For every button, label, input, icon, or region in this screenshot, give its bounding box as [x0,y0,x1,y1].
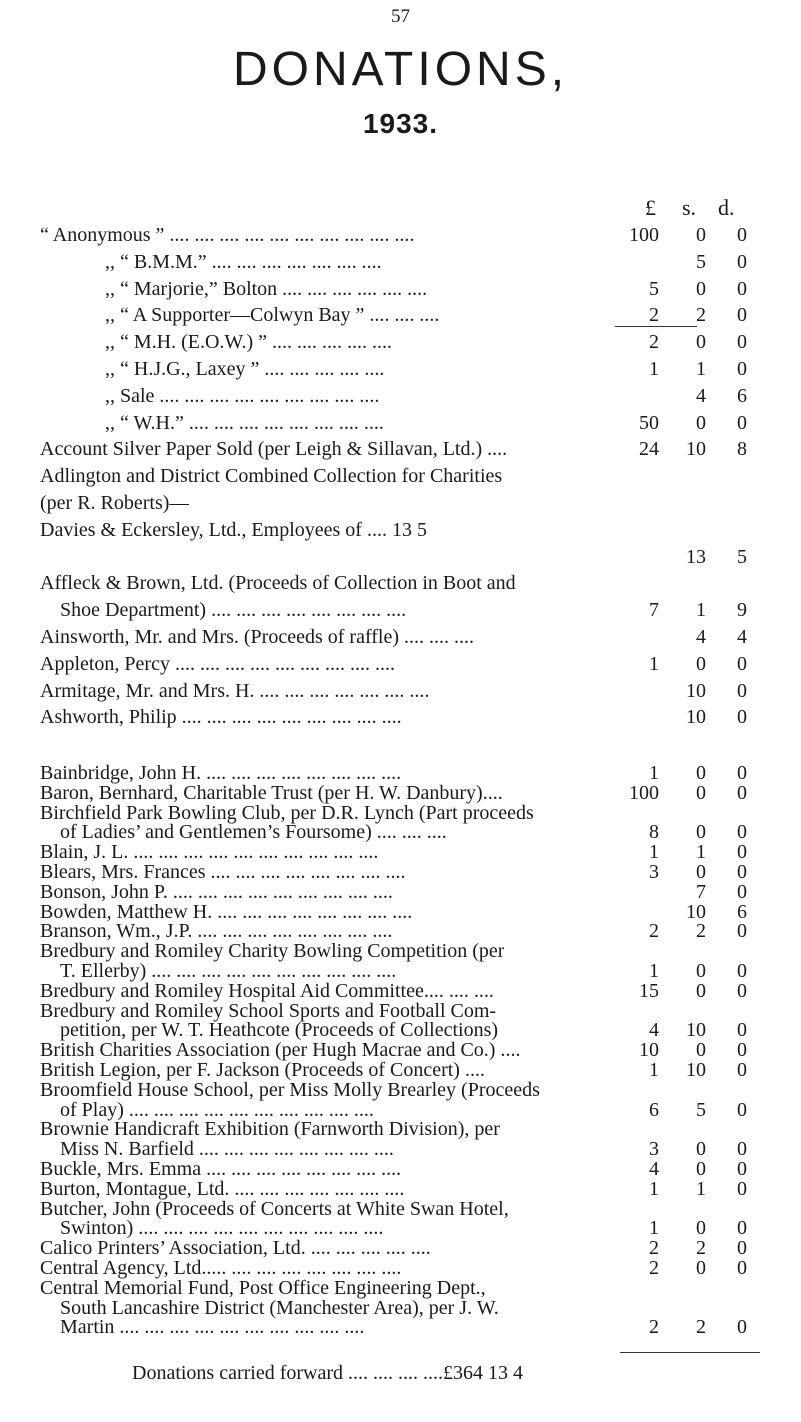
donor-label: T. Ellerby) .... .... .... .... .... .... .... .... .... .... [60,960,397,982]
donor-label: Baron, Bernhard, Charitable Trust (per H. W. Danbury).... [40,782,503,804]
shillings-value: 10 [686,438,706,460]
donor-label: Bainbridge, John H. .... .... .... .... .... .... .... .... [40,762,402,784]
page-title: DONATIONS, [232,43,569,96]
donor-label: Blain, J. L. .... .... .... .... .... .... .... .... .... .... [40,841,379,863]
donor-label: Adlington and District Combined Collection for Charities [40,465,503,487]
donation-row [0,624,801,651]
donor-label: Martin .... .... .... .... .... .... .... .... .... .... [60,1316,365,1338]
donor-label: ,, “ A Supporter—Colwyn Bay ” .... .... .... [105,304,440,326]
pounds-value: 2 [649,1316,659,1338]
donor-label: of Play) .... .... .... .... .... .... .... .... .... .... [60,1099,374,1121]
pounds-value: 1 [649,960,659,982]
pence-value: 0 [737,920,747,942]
donor-label: Calico Printers’ Association, Ltd. .... .... .... .... .... [40,1237,431,1259]
pounds-value: 24 [639,438,659,460]
donation-row [0,517,801,544]
donor-label: Miss N. Barfield .... .... .... .... .... .... .... .... [60,1138,394,1160]
pence-value: 0 [737,224,747,246]
shillings-value: 0 [696,782,706,804]
donation-row [0,410,801,437]
pence-value: 0 [737,960,747,982]
pounds-value: 1 [649,841,659,863]
shillings-value: 10 [686,1019,706,1041]
shillings-value: 7 [696,881,706,903]
pounds-value: 15 [639,980,659,1002]
donation-row [0,329,801,356]
donation-row [0,222,801,249]
page-year: 1933. [362,108,439,139]
donor-label: ,, Sale .... .... .... .... .... .... .... .... .... [105,385,380,407]
donor-label: Branson, Wm., J.P. .... .... .... .... .... .... .... .... [40,920,393,942]
donor-label: Ainsworth, Mr. and Mrs. (Proceeds of raffle) .... .... .... [40,626,474,648]
pence-value: 0 [737,251,747,273]
shillings-value: 5 [696,1099,706,1121]
pence-value: 0 [737,782,747,804]
donor-label: British Legion, per F. Jackson (Proceeds of Concert) .... [40,1059,485,1081]
donor-label: Brownie Handicraft Exhibition (Farnworth Division), per [40,1118,500,1140]
pence-value: 0 [737,412,747,434]
pounds-value: 1 [649,1178,659,1200]
pounds-value: 2 [649,920,659,942]
pence-value: 9 [737,599,747,621]
pence-value: 0 [737,358,747,380]
pounds-value: 1 [649,653,659,675]
donor-label: of Ladies’ and Gentlemen’s Foursome) .... .... .... [60,821,447,843]
pounds-value: 5 [649,278,659,300]
pounds-value: 1 [649,1059,659,1081]
donation-row [0,463,801,490]
shillings-value: 0 [696,331,706,353]
pence-value: 8 [737,438,747,460]
shillings-value: 2 [696,1316,706,1338]
donor-label: ,, “ W.H.” .... .... .... .... .... .... .... .... [105,412,384,434]
pence-value: 0 [737,1257,747,1279]
donor-label: ,, “ Marjorie,” Bolton .... .... .... .... .... .... [105,278,428,300]
pounds-value: 1 [649,1217,659,1239]
donor-label: Broomfield House School, per Miss Molly Brearley (Proceeds [40,1079,540,1101]
shillings-value: 0 [696,861,706,883]
pounds-value: 100 [629,224,659,246]
donor-label: Shoe Department) .... .... .... .... .... .... .... .... [60,599,407,621]
shillings-value: 0 [696,980,706,1002]
donor-label: Account Silver Paper Sold (per Leigh & Sillavan, Ltd.) .... [40,438,508,460]
donor-label: Davies & Eckersley, Ltd., Employees of .... 13 5 [40,519,427,541]
shillings-value: 0 [696,1257,706,1279]
pounds-value: 8 [649,821,659,843]
shillings-value: 1 [696,599,706,621]
donor-label: South Lancashire District (Manchester Area), per J. W. [60,1297,499,1319]
donation-row [0,490,801,517]
shillings-value: 0 [696,821,706,843]
donation-row [0,249,801,276]
subtotal-rule [615,326,697,327]
pounds-value: 100 [629,782,659,804]
pence-value: 0 [737,1316,747,1338]
donation-row [0,651,801,678]
shillings-value: 10 [686,680,706,702]
donor-label: Burton, Montague, Ltd. .... .... .... .... .... .... .... [40,1178,405,1200]
total-rule [620,1352,760,1353]
pence-value: 0 [737,841,747,863]
pounds-value: 10 [639,1039,659,1061]
shillings-value: 0 [696,1158,706,1180]
donor-label: British Charities Association (per Hugh Macrae and Co.) .... [40,1039,521,1061]
pounds-value: 3 [649,861,659,883]
donor-label: Bowden, Matthew H. .... .... .... .... .... .... .... .... [40,901,413,923]
donor-label: Swinton) .... .... .... .... .... .... .... .... .... .... [60,1217,384,1239]
page-number: 57 [391,6,410,27]
shillings-header: s. [682,195,697,220]
donor-label: Armitage, Mr. and Mrs. H. .... .... .... .... .... .... .... [40,680,430,702]
pounds-value: 3 [649,1138,659,1160]
pence-header: d. [718,195,735,220]
donor-label: Blears, Mrs. Frances .... .... .... .... .... .... .... .... [40,861,406,883]
pence-value: 0 [737,821,747,843]
donor-label: Bredbury and Romiley Hospital Aid Committee.... .... .... [40,980,494,1002]
donor-label: Affleck & Brown, Ltd. (Proceeds of Collection in Boot and [40,572,516,594]
pounds-value: 50 [639,412,659,434]
donor-label: Central Agency, Ltd..... .... .... .... .... .... .... .... [40,1257,402,1279]
shillings-value: 0 [696,762,706,784]
pounds-value: 7 [649,599,659,621]
donor-label: ,, “ B.M.M.” .... .... .... .... .... .... .... [105,251,382,273]
pence-value: 0 [737,1039,747,1061]
shillings-value: 10 [686,706,706,728]
pence-value: 0 [737,331,747,353]
shillings-value: 1 [696,358,706,380]
pence-value: 0 [737,304,747,326]
shillings-value: 0 [696,412,706,434]
donor-label: Birchfield Park Bowling Club, per D.R. Lynch (Part proceeds [40,802,534,824]
donor-label: “ Anonymous ” .... .... .... .... .... .... .... .... .... .... [40,224,415,246]
pence-value: 0 [737,1178,747,1200]
donor-label: ,, “ M.H. (E.O.W.) ” .... .... .... .... .... [105,331,393,353]
donation-row [0,302,801,329]
donor-label: Buckle, Mrs. Emma .... .... .... .... .... .... .... .... [40,1158,402,1180]
shillings-value: 4 [696,626,706,648]
shillings-value: 0 [696,1217,706,1239]
donor-label: Butcher, John (Proceeds of Concerts at White Swan Hotel, [40,1198,509,1220]
shillings-value: 0 [696,653,706,675]
donation-row [0,678,801,705]
pounds-value: 6 [649,1099,659,1121]
donor-label: Bredbury and Romiley Charity Bowling Competition (per [40,940,505,962]
pounds-value: 2 [649,304,659,326]
pounds-value: 2 [649,1237,659,1259]
pounds-value: 2 [649,1257,659,1279]
donation-row [0,436,801,463]
donation-row [0,544,801,571]
donor-label: Appleton, Percy .... .... .... .... .... .... .... .... .... [40,653,395,675]
pence-value: 0 [737,653,747,675]
donor-label: Central Memorial Fund, Post Office Engineering Dept., [40,1277,486,1299]
pence-value: 0 [737,1059,747,1081]
shillings-value: 4 [696,385,706,407]
shillings-value: 10 [686,1059,706,1081]
pounds-value: 1 [649,358,659,380]
shillings-value: 0 [696,278,706,300]
pence-value: 0 [737,1099,747,1121]
pounds-header: £ [645,195,656,220]
donor-label: (per R. Roberts)— [40,492,190,514]
donor-label: petition, per W. T. Heathcote (Proceeds of Collections) [60,1019,499,1041]
donation-row [0,276,801,303]
shillings-value: 10 [686,901,706,923]
shillings-value: 1 [696,841,706,863]
shillings-value: 13 [686,546,706,568]
pounds-value: 4 [649,1158,659,1180]
shillings-value: 0 [696,960,706,982]
pence-value: 0 [737,861,747,883]
pence-value: 0 [737,1217,747,1239]
pence-value: 5 [737,546,747,568]
pence-value: 0 [737,1237,747,1259]
donation-row [0,1314,801,1341]
pence-value: 0 [737,1138,747,1160]
donation-row [0,383,801,410]
shillings-value: 2 [696,1237,706,1259]
donation-row [0,704,801,731]
pence-value: 6 [737,385,747,407]
pence-value: 0 [737,680,747,702]
carried-forward-row [0,1360,801,1387]
pounds-value: 4 [649,1019,659,1041]
donor-label: ,, “ H.J.G., Laxey ” .... .... .... .... .... [105,358,385,380]
donor-label: Bredbury and Romiley School Sports and Football Com- [40,1000,497,1022]
pence-value: 4 [737,626,747,648]
pence-value: 0 [737,1019,747,1041]
shillings-value: 1 [696,1178,706,1200]
carried-forward-label: Donations carried forward .... .... .... ....£364 13 4 [132,1362,524,1384]
pence-value: 0 [737,278,747,300]
pence-value: 6 [737,901,747,923]
pence-value: 0 [737,762,747,784]
donation-row [0,597,801,624]
donor-label: Ashworth, Philip .... .... .... .... .... .... .... .... .... [40,706,402,728]
shillings-value: 2 [696,920,706,942]
pence-value: 0 [737,980,747,1002]
shillings-value: 0 [696,224,706,246]
pounds-value: 1 [649,762,659,784]
shillings-value: 0 [696,1138,706,1160]
shillings-value: 5 [696,251,706,273]
pence-value: 0 [737,881,747,903]
shillings-value: 0 [696,1039,706,1061]
donor-label: Bonson, John P. .... .... .... .... .... .... .... .... .... [40,881,393,903]
donation-row [0,570,801,597]
pence-value: 0 [737,706,747,728]
pence-value: 0 [737,1158,747,1180]
pounds-value: 2 [649,331,659,353]
shillings-value: 2 [696,304,706,326]
donation-row [0,356,801,383]
